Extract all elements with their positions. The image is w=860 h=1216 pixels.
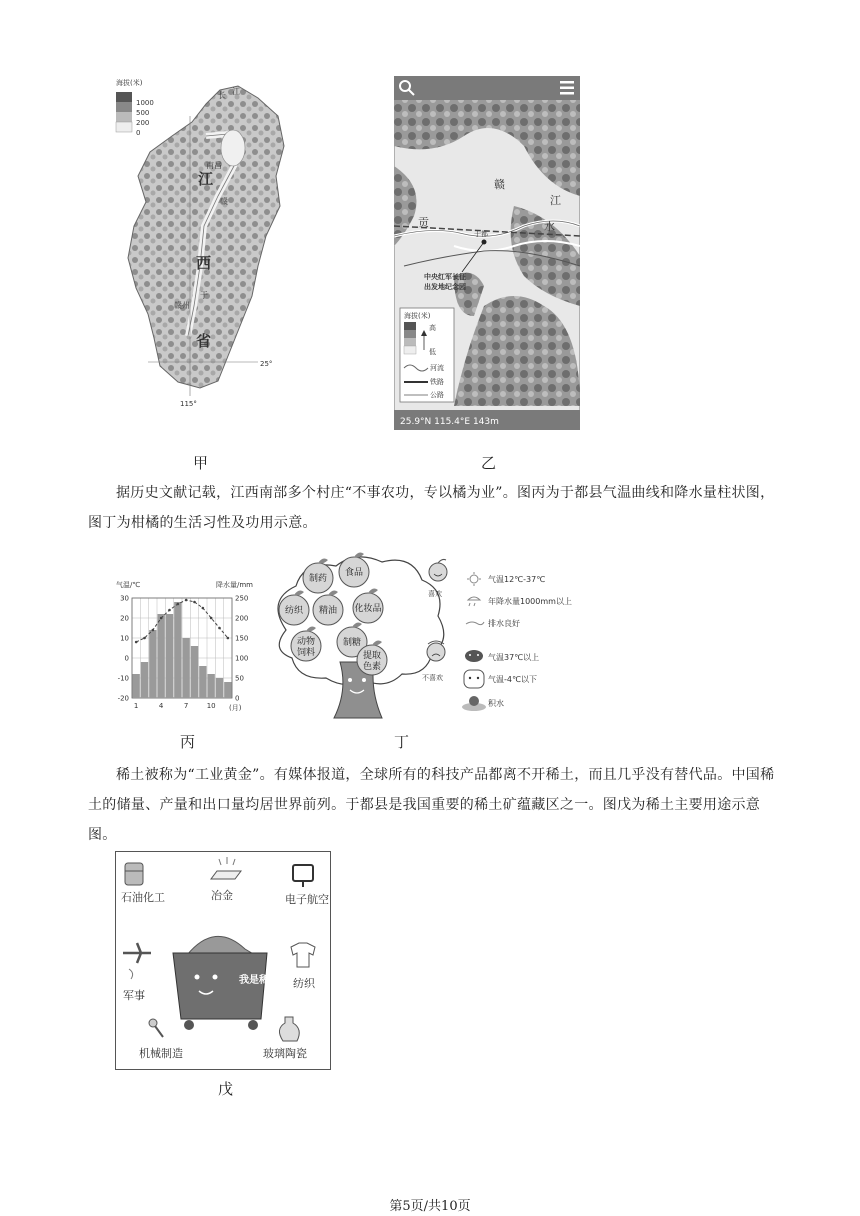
yi-top-bar (394, 76, 580, 100)
wu-use-metallurgy: 冶金 (211, 889, 233, 902)
temperature-point (210, 617, 213, 620)
ding-dislike-hot: 气温37℃以上 (488, 653, 540, 662)
precipitation-bar (216, 678, 223, 698)
citrus-fruit-label: 提取 (362, 651, 382, 661)
yi-legend-title: 海拔(米) (404, 312, 431, 320)
temperature-point (193, 601, 196, 604)
y-right-tick-label: 150 (235, 634, 249, 643)
citrus-fruit-label: 化妆品 (354, 604, 382, 614)
citrus-fruit-label: 食品 (344, 568, 364, 578)
precipitation-bar (166, 614, 173, 698)
x-tick-label: 7 (183, 702, 189, 710)
temperature-point (185, 599, 188, 602)
y-right-tick-label: 50 (235, 674, 244, 683)
figure-bing-climate-chart (112, 578, 260, 718)
yi-memorial-line1: 中央红军长征 (424, 273, 466, 281)
yi-legend-railway: 铁路 (430, 378, 444, 386)
wu-use-glass-ceramics: 玻璃陶瓷 (263, 1047, 307, 1060)
precipitation-bar (141, 662, 148, 698)
yi-legend-road: 公路 (430, 391, 444, 399)
temperature-point (152, 629, 155, 632)
paragraph-rare-earth: 稀土被称为“工业黄金”。有媒体报道，全球所有的科技产品都离不开稀土，而且几乎没有替代品。中国稀土的储量、产量和出口量均居世界前列。于都县是我国重要的稀土矿蕴藏区之一。图戊为稀土主要用途示意图。 (88, 767, 775, 843)
citrus-fruit-label: 精油 (318, 606, 338, 616)
jia-label-chang: 长 (218, 91, 226, 100)
citrus-fruit-label: 制药 (308, 574, 328, 584)
citrus-fruit-label: 纺织 (284, 606, 304, 616)
jia-legend-level-2: 200 (136, 119, 150, 127)
precipitation-bar (149, 630, 156, 698)
precipitation-bar (183, 638, 190, 698)
yi-river-label-gong: 贡 (418, 216, 429, 229)
yi-river-label-jiang: 江 (550, 194, 561, 207)
yi-memorial-line2: 出发地纪念园 (424, 283, 466, 291)
precipitation-bar (174, 602, 181, 698)
jia-legend-level-1: 500 (136, 109, 150, 117)
temperature-point (177, 603, 180, 606)
temperature-point (227, 637, 230, 640)
y-left-tick-label: -20 (117, 694, 129, 703)
yi-river-label-gan: 赣 (494, 178, 505, 191)
yi-legend-low: 低 (429, 348, 436, 356)
wu-use-military: 军事 (123, 989, 145, 1002)
x-tick-label: 10 (206, 702, 216, 710)
jia-label-gan: 赣 (220, 197, 228, 206)
ding-waterlog-icon (462, 696, 486, 711)
temperature-point (143, 637, 146, 640)
paragraph-citrus-intro: 据历史文献记载，江西南部多个村庄“不事农功，专以橘为业”。图丙为于都县气温曲线和降水量柱状图，图丁为柑橘的生活习性及功用示意。 (88, 485, 775, 531)
figure-yi-map (394, 76, 580, 430)
wu-center-text: 我是稀土 (239, 975, 279, 986)
wu-use-textile: 纺织 (293, 977, 315, 990)
temperature-point (135, 641, 138, 644)
jia-legend-level-0: 1000 (136, 99, 154, 107)
figure-yi-label: 乙 (481, 454, 497, 472)
precipitation-bar (208, 674, 215, 698)
jia-label-xi: 西 (196, 254, 212, 272)
figure-ding-citrus (256, 550, 620, 722)
temperature-point (160, 617, 163, 620)
wu-use-petrochemical: 石油化工 (121, 891, 165, 904)
yi-legend-river: 河流 (430, 364, 444, 372)
bing-y-right-label: 降水量/mm (216, 581, 253, 589)
yi-town-label: 于都 (474, 230, 488, 238)
jia-label-jiang-river: 江 (232, 87, 240, 96)
oil-barrel-icon (125, 863, 143, 885)
precipitation-bar (158, 614, 165, 698)
ding-sun-icon (467, 572, 481, 586)
ding-rain-icon (468, 597, 480, 606)
figure-jia-label: 甲 (193, 454, 209, 472)
jia-label-lat: 25° (260, 360, 273, 368)
precipitation-bar (224, 682, 231, 698)
citrus-leaf (318, 559, 328, 564)
y-left-tick-label: 30 (120, 594, 129, 603)
ding-dislike-waterlog: 积水 (488, 699, 504, 708)
ding-drainage-icon (466, 622, 484, 625)
x-tick-label: 4 (158, 702, 164, 710)
citrus-fruit-label: 动物 (296, 637, 316, 647)
jia-label-jiang: 江 (198, 170, 214, 188)
ding-like-rain: 年降水量1000mm以上 (488, 597, 572, 606)
ding-dislikes-label: 不喜欢 (422, 674, 443, 682)
jia-label-ganzhou: 赣州 (174, 301, 190, 310)
y-right-tick-label: 200 (235, 614, 249, 623)
ding-hot-icon (465, 650, 483, 662)
yi-river-label-shui: 水 (544, 220, 555, 233)
yi-menu-icon[interactable] (560, 81, 574, 95)
temperature-point (202, 607, 205, 610)
figure-jia-map (108, 76, 286, 410)
y-right-tick-label: 0 (235, 694, 240, 703)
wu-use-machinery: 机械制造 (139, 1047, 183, 1060)
jia-label-lon: 115° (180, 400, 197, 408)
citrus-fruit-label: 色素 (362, 662, 382, 672)
jia-label-nanchang: 南昌 (206, 161, 222, 170)
jia-legend-title: 海拔(米) (116, 79, 143, 87)
precipitation-bar (199, 666, 206, 698)
y-right-tick-label: 100 (235, 654, 249, 663)
precipitation-bar (191, 646, 198, 698)
citrus-fruit-label: 饲料 (296, 648, 316, 658)
page-footer: 第5页/共10页 (389, 1199, 471, 1214)
bing-y-left-label: 气温/℃ (116, 581, 141, 589)
ding-cold-icon (464, 670, 484, 688)
yi-legend-high: 高 (429, 324, 436, 332)
jia-label-yu: 于 (200, 291, 208, 300)
temperature-point (218, 627, 221, 630)
figure-bing-label: 丙 (180, 733, 196, 751)
yi-status-text: 25.9°N 115.4°E 143m (400, 417, 499, 427)
figure-wu-rare-earth (115, 851, 331, 1070)
temperature-point (168, 609, 171, 612)
ding-like-temp: 气温12℃-37℃ (488, 575, 546, 584)
figure-wu-label: 戊 (218, 1080, 234, 1098)
bing-x-unit: (月) (229, 704, 242, 712)
precipitation-bar (133, 674, 140, 698)
y-left-tick-label: 10 (120, 634, 129, 643)
citrus-fruit-label: 制糖 (342, 638, 362, 648)
x-tick-label: 1 (133, 702, 139, 710)
y-left-tick-label: 20 (120, 614, 129, 623)
ding-likes-icon (429, 559, 447, 581)
ding-like-drainage: 排水良好 (488, 619, 520, 628)
ding-dislike-cold: 气温-4℃以下 (488, 675, 537, 684)
y-right-tick-label: 250 (235, 594, 249, 603)
figure-ding-label: 丁 (394, 733, 410, 751)
jia-legend-level-3: 0 (136, 129, 141, 137)
ding-likes-label: 喜欢 (428, 590, 442, 598)
y-left-tick-label: 0 (124, 654, 129, 663)
jia-label-sheng: 省 (196, 332, 212, 350)
y-left-tick-label: -10 (117, 674, 129, 683)
wu-use-electronics-aerospace: 电子航空 (285, 893, 329, 906)
